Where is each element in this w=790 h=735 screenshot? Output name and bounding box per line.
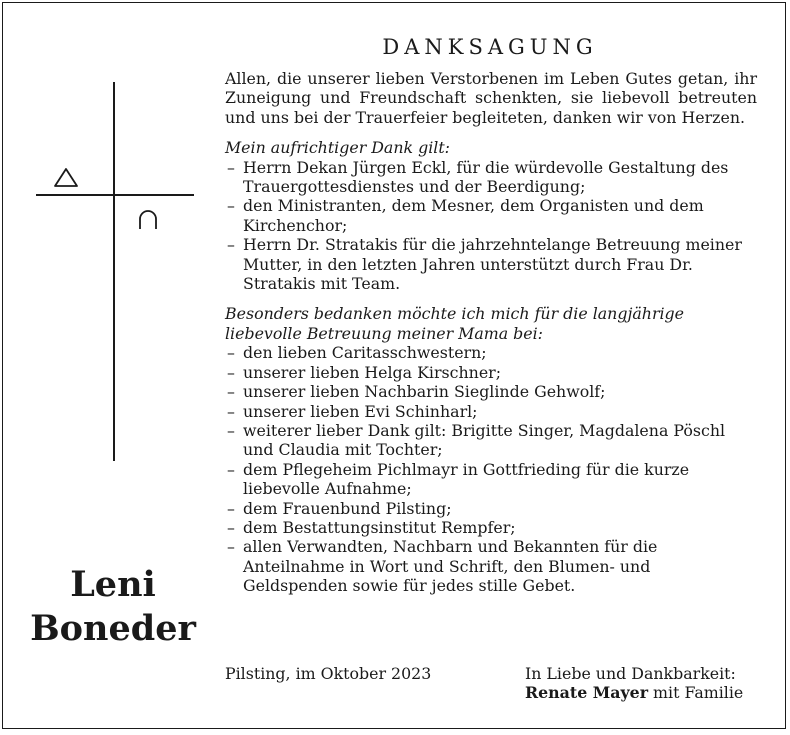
section1-list — [225, 158, 757, 294]
list-item: – unserer lieben Helga Kirschner; — [225, 363, 757, 382]
list-item: – allen Verwandten, Nachbarn und Bekannten für die Anteilnahme in Wort und Schrift, den Blumen- und Geldspenden sowie für jedes stille Gebet. — [225, 537, 757, 595]
signer-suffix: mit Familie — [648, 683, 744, 703]
notice-heading: DANKSAGUNG — [382, 35, 598, 59]
intro-paragraph: Allen, die unserer lieben Verstorbenen im Leben Gutes getan, ihr Zuneigung und Freundschaft schenkten, sie liebevoll betreuten und uns bei der Trauerfeier begleiteten, danken wir von Herzen. — [225, 69, 757, 127]
list-item: – dem Pflegeheim Pichlmayr in Gottfrieding für die kurze liebevolle Aufnahme; — [225, 460, 757, 499]
closing-line: In Liebe und Dankbarkeit: — [525, 664, 736, 683]
list-item: – Herrn Dekan Jürgen Eckl, für die würdevolle Gestaltung des Trauergottesdienstes und der Beerdigung; — [225, 158, 757, 197]
section2-title: Besonders bedanken möchte ich mich für die langjährige liebevolle Betreuung meiner Mama bei: — [225, 304, 685, 343]
obituary-notice — [2, 2, 786, 729]
cross-horizontal-beam — [36, 194, 194, 196]
list-item: – unserer lieben Evi Schinharl; — [225, 402, 757, 421]
list-item: – Herrn Dr. Stratakis für die jahrzehntelange Betreuung meiner Mutter, in den letzten Jahren unterstützt durch Frau Dr. Stratakis mit Team. — [225, 235, 757, 293]
notice-body — [225, 69, 757, 596]
list-item: – den lieben Caritasschwestern; — [225, 343, 757, 362]
cross-vertical-beam — [113, 82, 115, 461]
place-date: Pilsting, im Oktober 2023 — [225, 664, 432, 683]
omega-icon — [137, 209, 159, 231]
list-item: – dem Bestattungsinstitut Rempfer; — [225, 518, 757, 537]
section1-title: Mein aufrichtiger Dank gilt: — [225, 138, 451, 158]
closing-block — [525, 664, 743, 703]
alpha-icon — [53, 166, 79, 188]
signature-line — [525, 683, 743, 702]
deceased-first-name: Leni — [70, 564, 156, 605]
deceased-last-name: Boneder — [30, 608, 196, 649]
deceased-name — [13, 563, 213, 651]
signer-name: Renate Mayer — [525, 683, 649, 703]
list-item: – dem Frauenbund Pilsting; — [225, 499, 757, 518]
list-item: – weiterer lieber Dank gilt: Brigitte Singer, Magdalena Pöschl und Claudia mit Tochter; — [225, 421, 757, 460]
list-item: – den Ministranten, dem Mesner, dem Organisten und dem Kirchenchor; — [225, 196, 757, 235]
section2-list — [225, 343, 757, 595]
list-item: – unserer lieben Nachbarin Sieglinde Gehwolf; — [225, 382, 757, 401]
